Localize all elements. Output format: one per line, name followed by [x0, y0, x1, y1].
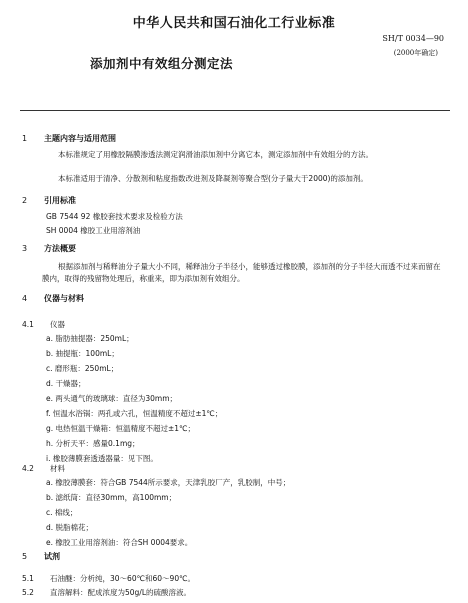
reagent-item: 5.1 石油醚：分析纯，30～60℃和60～90℃。 — [22, 574, 196, 583]
section-1-heading: 1 主题内容与适用范围 — [22, 134, 116, 143]
material-item: a. 橡胶薄膜套：符合GB 7544所示要求，天津乳胶厂产，乳胶制，中号； — [46, 478, 291, 487]
apparatus-item: b. 抽提瓶：100mL； — [46, 349, 119, 358]
material-item: b. 滤纸筒：直径30mm，高100mm； — [46, 493, 177, 502]
section-3-paragraph: 根据添加剂与稀释油分子量大小不同，稀释油分子半径小，能够透过橡胶膜，添加剂的分子半径大而透不过来而留在膜内，取得的残留物处理后，称重来，即为添加剂有效组分。 — [42, 262, 441, 283]
apparatus-item: e. 两头通气的玻璃球：直径为30mm； — [46, 394, 178, 403]
subsection-4-1-heading: 4.1 仪器 — [22, 320, 65, 329]
header-divider — [20, 110, 450, 111]
standard-org-header: 中华人民共和国石油化工行业标准 — [132, 16, 336, 31]
section-1-paragraph-2: 本标准适用于清净、分散剂和粘度指数改进剂及降凝剂等聚合型(分子量大于2000)的添加剂。 — [58, 174, 368, 183]
reference-item: SH 0004 橡胶工业用溶剂油 — [46, 226, 141, 235]
reference-item: GB 7544 92 橡胶套技术要求及检验方法 — [46, 212, 183, 221]
material-item: e. 橡胶工业用溶剂油：符合SH 0004要求。 — [46, 538, 193, 547]
material-item: c. 棉线； — [46, 508, 78, 517]
apparatus-item: g. 电热恒温干燥箱：恒温精度不超过±1℃； — [46, 424, 196, 433]
subsection-4-2-heading: 4.2 材料 — [22, 464, 65, 473]
section-5-heading: 5 试剂 — [22, 552, 60, 561]
apparatus-item: d. 干燥器； — [46, 379, 86, 388]
material-item: d. 脱脂棉花； — [46, 523, 94, 532]
approval-note: (2000年确定) — [393, 49, 438, 57]
apparatus-item: a. 脂肪抽提器：250mL； — [46, 334, 134, 343]
apparatus-item: f. 恒温水浴锅：两孔或六孔，恒温精度不超过±1℃； — [46, 409, 223, 418]
section-4-heading: 4 仪器与材料 — [22, 294, 84, 303]
apparatus-item: h. 分析天平：感量0.1mg； — [46, 439, 140, 448]
section-3-heading: 3 方法概要 — [22, 244, 76, 253]
section-1-paragraph-1: 本标准规定了用橡胶隔膜渗透法测定润滑油添加剂中分离它本，测定添加剂中有效组分的方法。 — [58, 150, 373, 159]
document-title: 添加剂中有效组分测定法 — [90, 56, 234, 71]
section-2-heading: 2 引用标准 — [22, 196, 76, 205]
reagent-item: 5.2 直溶解料：配成浓度为50g/L的硫酸溶液。 — [22, 588, 192, 597]
standard-code: SH/T 0034—90 — [382, 34, 444, 43]
apparatus-item: i. 橡胶薄膜套透透器量：见下图。 — [46, 454, 158, 463]
apparatus-item: c. 磨形瓶：250mL； — [46, 364, 119, 373]
